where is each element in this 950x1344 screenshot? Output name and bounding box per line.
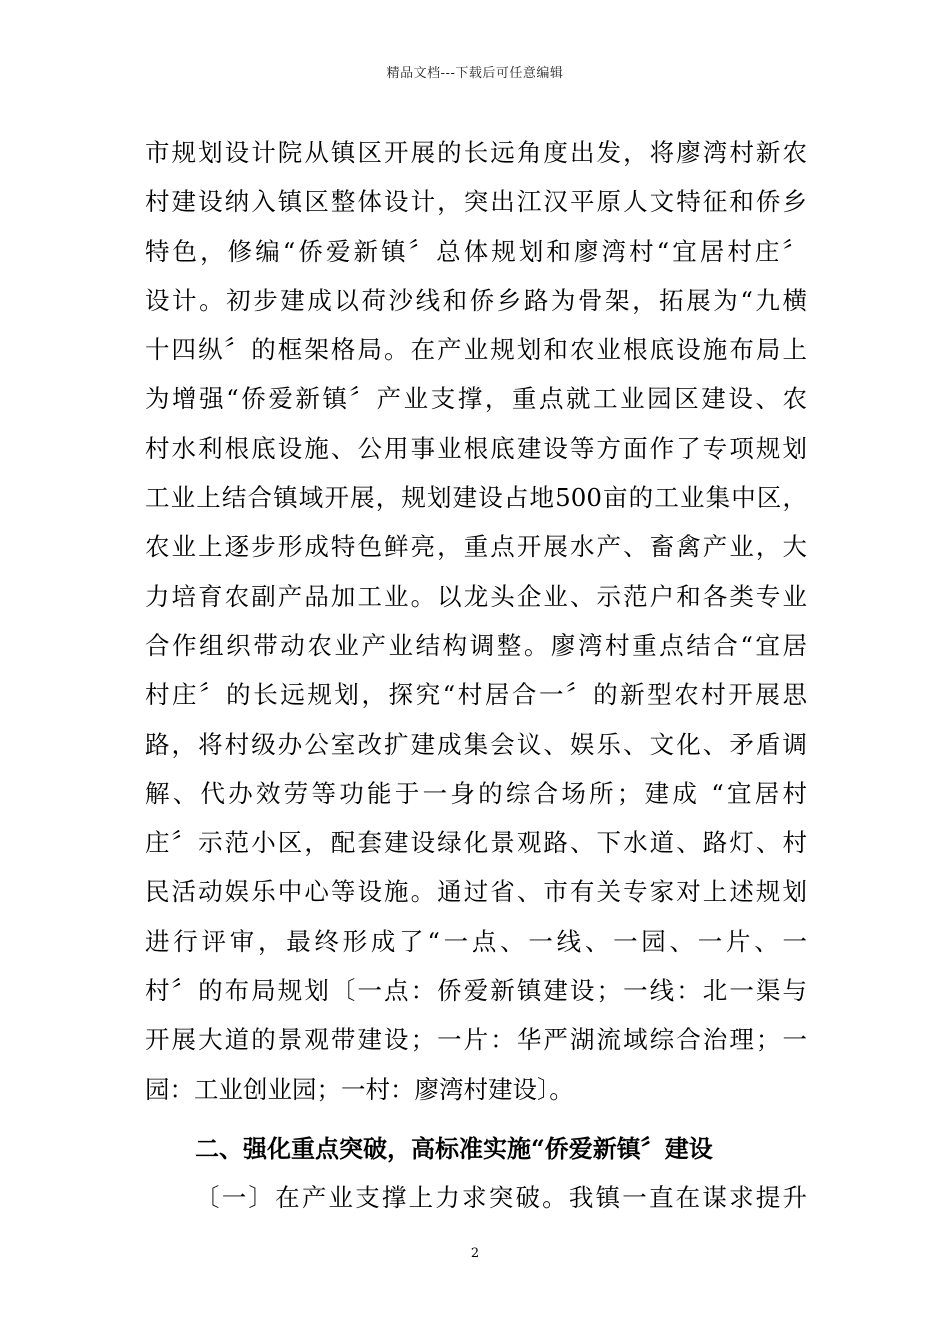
section-heading: 二、强化重点突破，高标准实施“侨爱新镇〞建设 (195, 1134, 713, 1163)
text-line: 村建设纳入镇区整体设计，突出江汉平原人文特征和侨乡 (145, 187, 807, 217)
text-line: 村水利根底设施、公用事业根底建设等方面作了专项规划 (145, 433, 807, 463)
text-line: 庄〞示范小区，配套建设绿化景观路、下水道、路灯、村 (145, 828, 807, 858)
text-line: 设计。初步建成以荷沙线和侨乡路为骨架，拓展为“九横 (145, 285, 807, 315)
text-line: 为增强“侨爱新镇〞产业支撑，重点就工业园区建设、农 (145, 384, 807, 414)
text-line: 十四纵〞的框架格局。在产业规划和农业根底设施布局上 (145, 335, 807, 365)
text-line: 合作组织带动农业产业结构调整。廖湾村重点结合“宜居 (145, 630, 807, 660)
text-line: 村庄〞的长远规划，探究“村居合一〞的新型农村开展思 (145, 680, 807, 710)
text-line: 特色，修编“侨爱新镇〞总体规划和廖湾村“宜居村庄〞 (145, 236, 807, 266)
text-line: 农业上逐步形成特色鲜亮，重点开展水产、畜禽产业，大 (145, 532, 807, 562)
text-line: 开展大道的景观带建设；一片：华严湖流域综合治理；一 (145, 1025, 807, 1055)
text-line: 工业上结合镇域开展，规划建设占地500亩的工业集中区， (145, 483, 807, 513)
text-line: 市规划设计院从镇区开展的长远角度出发，将廖湾村新农 (145, 138, 807, 167)
page-header: 精品文档---下载后可任意编辑 (386, 66, 564, 81)
text-line: 园：工业创业园；一村：廖湾村建设〕。 (145, 1074, 574, 1104)
text-line: 进行评审，最终形成了“一点、一线、一园、一片、一 (145, 926, 807, 956)
text-line: 力培育农副产品加工业。以龙头企业、示范户和各类专业 (145, 581, 807, 611)
body-text (145, 128, 807, 1114)
text-line: 民活动娱乐中心等设施。通过省、市有关专家对上述规划 (145, 877, 807, 907)
text-line: 路，将村级办公室改扩建成集会议、娱乐、文化、矛盾调 (145, 729, 807, 759)
paragraph-start: 〔一〕在产业支撑上力求突破。我镇一直在谋求提升 (195, 1183, 807, 1212)
text-line: 解、代办效劳等功能于一身的综合场所；建成 “宜居村 (145, 778, 807, 808)
page-number: 2 (470, 1246, 480, 1261)
text-line: 村〞的布局规划〔一点：侨爱新镇建设；一线：北一渠与 (145, 976, 807, 1006)
